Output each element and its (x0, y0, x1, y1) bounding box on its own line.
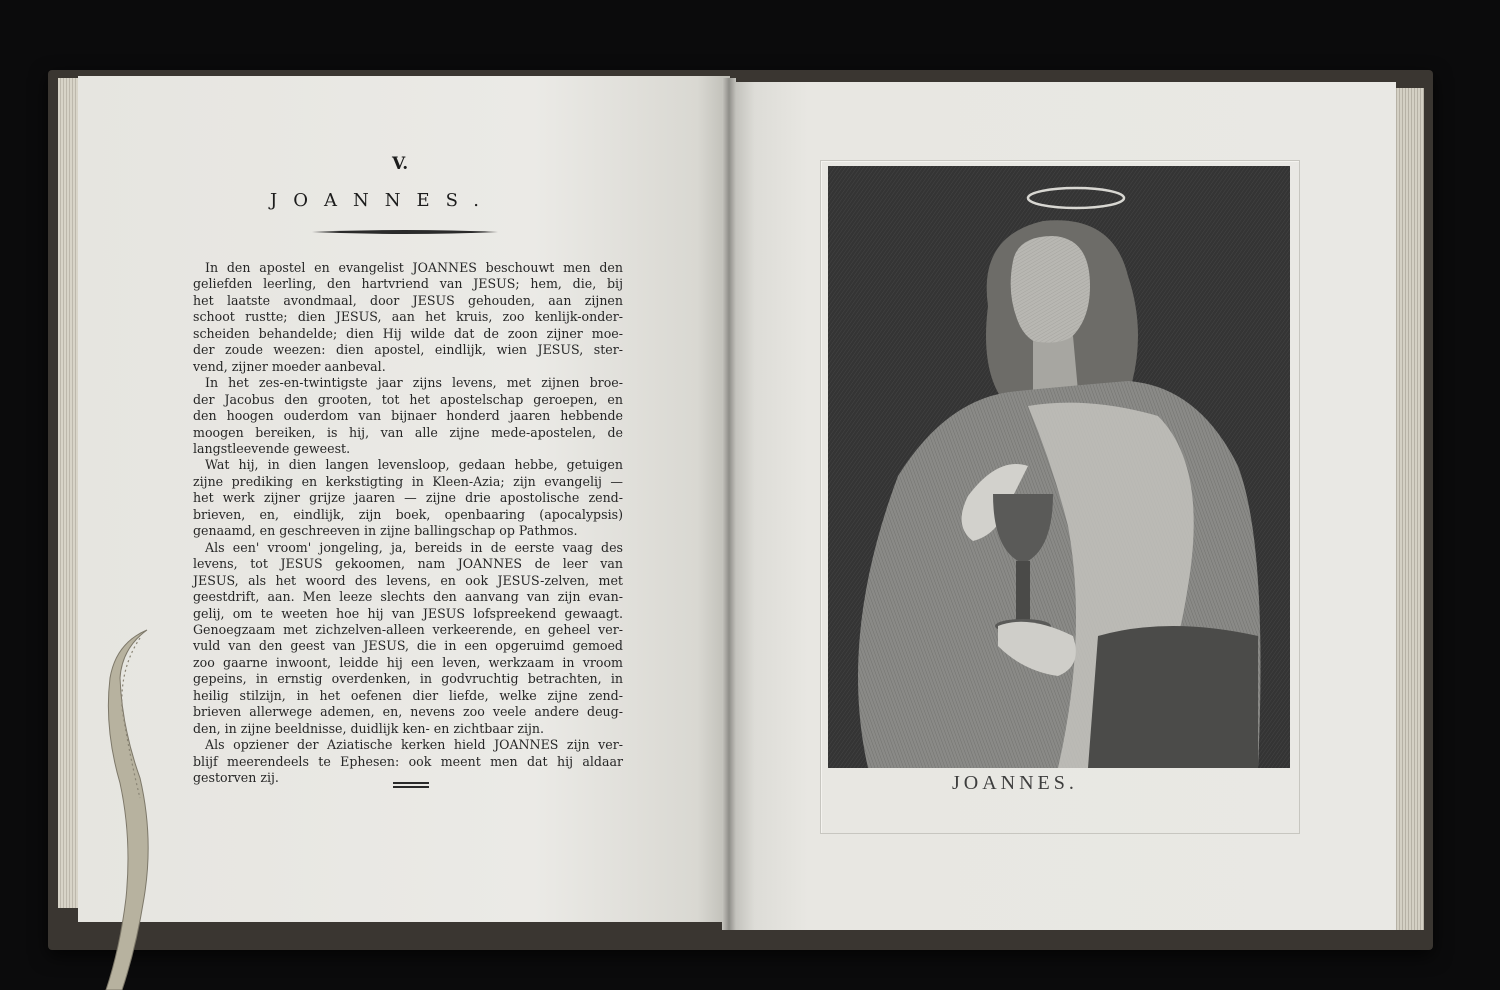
text-line: In het zes-en-twintigste jaar zijns levens, met zijnen broe- (205, 375, 623, 391)
text-line: Als een' vroom' jongeling, ja, bereids in de eerste vaag des (205, 539, 623, 555)
text-line: JESUS, als het woord des levens, en ook JESUS-zelven, met (193, 572, 623, 588)
text-line: der Jacobus den grooten, tot het apostelschap geroepen, en (193, 391, 623, 407)
text-line: langstleevende geweest. (193, 440, 351, 456)
text-line: het laatste avondmaal, door JESUS gehouden, aan zijnen (193, 292, 623, 308)
text-line: den hoogen ouderdom van bijnaer honderd jaaren hebbende (193, 408, 623, 424)
text-line: levens, tot JESUS gekoomen, nam JOANNES de leer van (193, 556, 623, 572)
swelled-rule (312, 229, 498, 235)
text-line: moogen bereiken, is hij, van alle zijne mede-apostelen, de (193, 424, 623, 440)
text-line: geliefden leerling, den hartvriend van JESUS; hem, die, bij (193, 276, 623, 292)
text-line: vuld van den geest van JESUS, die in een opgeruimd gemoed (193, 638, 623, 654)
chapter-body-text (193, 260, 623, 787)
text-line: geestdrift, aan. Men leeze slechts den aanvang van zijn evan- (193, 589, 623, 605)
text-line: der zoude weezen: dien apostel, eindlijk, wien JESUS, ster- (193, 342, 623, 358)
book-gutter (722, 78, 736, 930)
text-line: gelij, om te weeten hoe hij van JESUS lofspreekend gewaagt. (193, 605, 623, 621)
text-line: Genoegzaam met zichzelven-alleen verkeerende, en geheel ver- (193, 621, 623, 637)
text-line: Als opziener der Aziatische kerken hield JOANNES zijn ver- (205, 737, 623, 753)
chapter-numeral: V. (392, 154, 409, 174)
engraving-portrait (828, 166, 1290, 768)
text-line: Wat hij, in dien langen levensloop, gedaan hebbe, getuigen (205, 457, 623, 473)
text-line: het werk zijner grijze jaaren — zijne drie apostolische zend- (193, 490, 623, 506)
snake-bookmark (92, 628, 172, 990)
plate-caption: JOANNES. (952, 772, 1078, 794)
text-line: heilig stilzijn, in het oefenen dier liefde, welke zijne zend- (193, 687, 623, 703)
text-line: gepeins, in ernstig overdenken, in godvruchtig betrachten, in (193, 671, 623, 687)
end-ornament-rule (393, 782, 429, 790)
text-line: gestorven zij. (193, 770, 279, 786)
chapter-heading: JOANNES. (270, 190, 496, 211)
text-line: vend, zijner moeder aanbeval. (193, 358, 386, 374)
text-line: zoo gaarne inwoont, leidde hij een leven, werkzaam in vroom (193, 654, 623, 670)
text-line: scheiden behandelde; dien Hij wilde dat de zoon zijner moe- (193, 325, 623, 341)
text-line: den, in zijne beeldnisse, duidlijk ken- en zichtbaar zijn. (193, 720, 545, 736)
text-line: schoot rustte; dien JESUS, aan het kruis, zoo kenlijk-onder- (193, 309, 623, 325)
text-line: zijne prediking en kerkstigting in Kleen-Azia; zijn evangelij — (193, 473, 623, 489)
text-line: In den apostel en evangelist JOANNES beschouwt men den (205, 260, 623, 275)
text-line: brieven allerwege ademen, en, nevens zoo veele andere deug- (193, 704, 623, 720)
text-line: blijf meerendeels te Ephesen: ook meent men dat hij aldaar (193, 753, 623, 769)
text-line: brieven, en, eindlijk, zijn boek, openbaaring (apocalypsis) (193, 506, 623, 522)
text-line: genaamd, en geschreeven in zijne ballingschap op Pathmos. (193, 523, 578, 539)
